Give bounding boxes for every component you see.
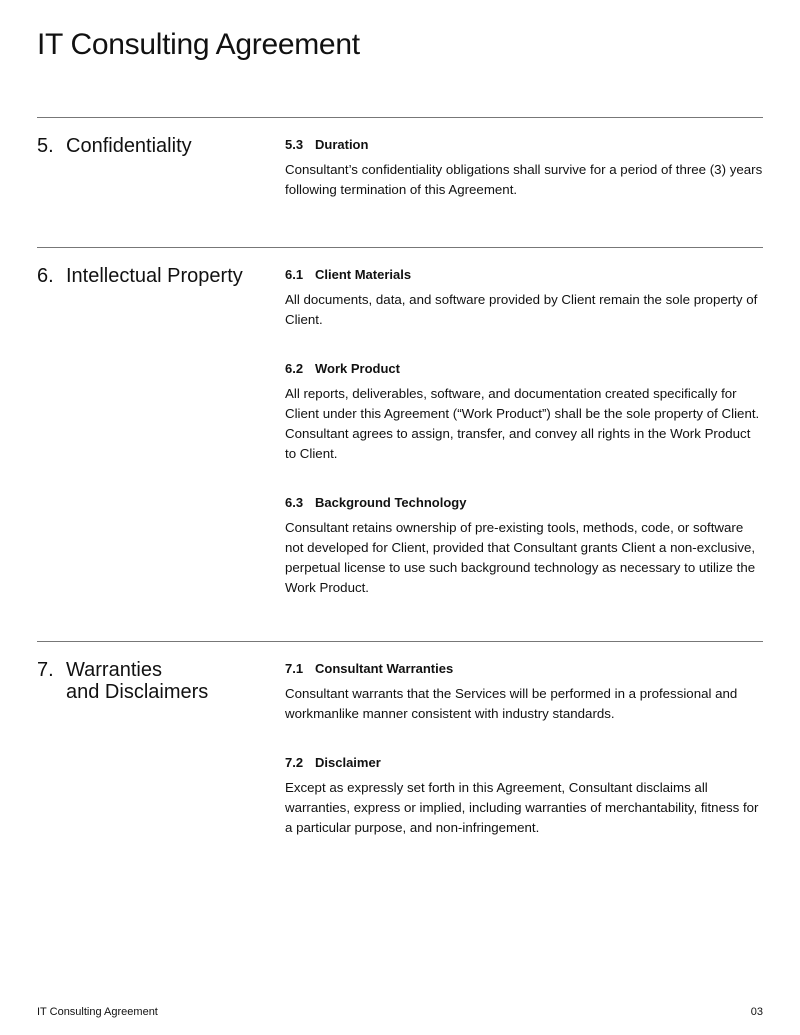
section-warranties xyxy=(37,641,763,835)
clause xyxy=(285,493,765,598)
clause xyxy=(285,359,765,464)
section-number: 5. xyxy=(37,135,54,157)
section-heading xyxy=(37,135,192,157)
clause-number: 7.1 xyxy=(285,661,304,676)
clause-number: 6.1 xyxy=(285,267,304,282)
document-title: IT Consulting Agreement xyxy=(37,28,360,61)
clause xyxy=(285,265,765,330)
section-number: 6. xyxy=(37,265,54,287)
clause-title: Duration xyxy=(315,137,369,152)
clause-body: Except as expressly set forth in this Agreement, Consultant disclaims all warranties, express or implied, including warranties of merchantability, fitness for a particular purpose, and non-infringement. xyxy=(285,780,759,835)
section-number: 7. xyxy=(37,659,54,681)
clause xyxy=(285,659,765,724)
clause-title: Consultant Warranties xyxy=(315,661,454,676)
clause-number: 7.2 xyxy=(285,755,304,770)
section-confidentiality xyxy=(37,117,763,197)
clause xyxy=(285,135,765,200)
clause-title: Work Product xyxy=(315,361,400,376)
clause-number: 6.2 xyxy=(285,361,304,376)
clause-body: Consultant warrants that the Services will be performed in a professional and workmanlike manner consistent with industry standards. xyxy=(285,686,738,721)
clause-body: Consultant retains ownership of pre-existing tools, methods, code, or software not developed for Client, provided that Consultant grants Client a non-exclusive, perpetual license to use such background technology as necessary to utilize the Work Product. xyxy=(285,520,756,595)
section-title: Confidentiality xyxy=(66,135,192,157)
clause xyxy=(285,753,765,838)
clause-number: 6.3 xyxy=(285,495,304,510)
clause-body: All reports, deliverables, software, and documentation created specifically for Client under this Agreement (“Work Product”) shall be the sole property of Client. Consultant agrees to assign, transfer, and convey all rights in the Work Product to Client. xyxy=(285,386,760,461)
section-heading xyxy=(37,659,208,703)
clause-title: Disclaimer xyxy=(315,755,381,770)
clause-title: Background Technology xyxy=(315,495,467,510)
section-intellectual-property xyxy=(37,247,763,595)
section-heading xyxy=(37,265,243,287)
clause-title: Client Materials xyxy=(315,267,412,282)
section-title: Intellectual Property xyxy=(66,265,243,287)
footer-title: IT Consulting Agreement xyxy=(37,1006,158,1018)
clause-body: Consultant’s confidentiality obligations shall survive for a period of three (3) years following termination of this Agreement. xyxy=(285,162,763,197)
clause-number: 5.3 xyxy=(285,137,304,152)
clause-body: All documents, data, and software provided by Client remain the sole property of Client. xyxy=(285,292,758,327)
section-title: Warranties and Disclaimers xyxy=(66,659,209,703)
page-number: 03 xyxy=(750,1006,763,1018)
